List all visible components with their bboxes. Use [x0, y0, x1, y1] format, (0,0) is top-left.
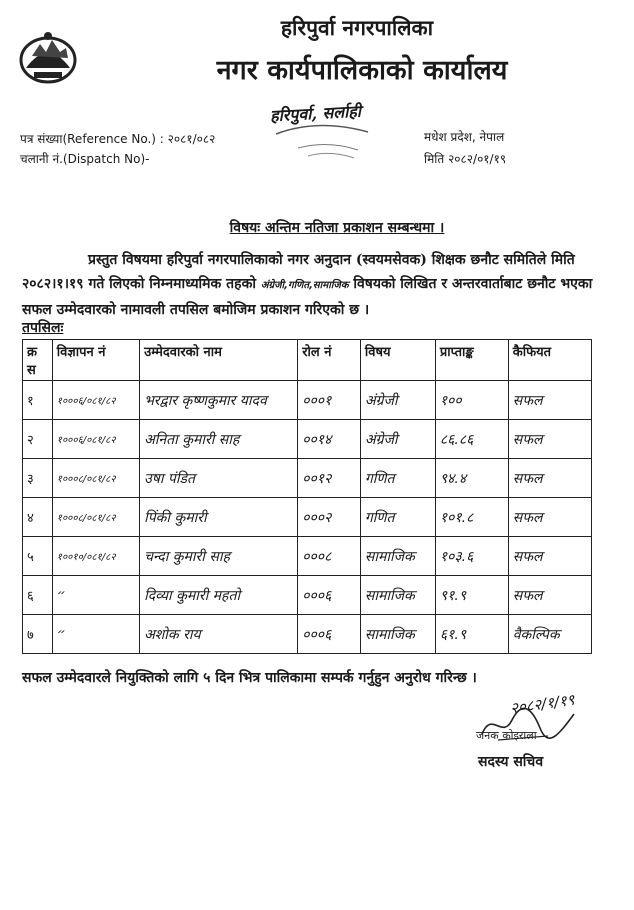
date-line [424, 150, 506, 167]
letter-body [22, 248, 612, 322]
cell-score: १०३.६ [435, 537, 508, 576]
cell-remark: सफल [508, 420, 591, 459]
reference-line [20, 130, 215, 147]
cell-remark: वैकल्पिक [508, 615, 591, 654]
header-roll: रोल नं [298, 340, 361, 381]
cell-subject: सामाजिक [360, 615, 435, 654]
cell-sn: १ [23, 381, 53, 420]
header-name: उम्मेदवारको नाम [140, 340, 298, 381]
cell-subject: सामाजिक [360, 537, 435, 576]
header-subject: विषय [360, 340, 435, 381]
cell-score: ९४.४ [435, 459, 508, 498]
cell-sn: ३ [23, 459, 53, 498]
header-remark: कैफियत [508, 340, 591, 381]
body-part-2: विषयको लिखित र अन्तरवार्ताबाट छनौट भएका सफल उम्मेदवारको नामावली तपसिल बमोजिम प्रकाशन गरिएको छ । [22, 276, 593, 318]
table-row [23, 420, 592, 459]
office-name: नगर कार्यपालिकाको कार्यालय [216, 55, 508, 86]
cell-name: अनिता कुमारी साह [140, 420, 298, 459]
table-row [23, 576, 592, 615]
cell-ad-no: ״ [52, 615, 139, 654]
cell-score: १०० [435, 381, 508, 420]
cell-subject: गणित [360, 459, 435, 498]
cell-subject: सामाजिक [360, 576, 435, 615]
cell-remark: सफल [508, 459, 591, 498]
results-table [22, 339, 592, 654]
signer-designation: सदस्य सचिव [478, 754, 544, 770]
table-row [23, 459, 592, 498]
cell-roll: ००१२ [298, 459, 361, 498]
header-sn: क्र स [23, 340, 53, 381]
cell-subject: गणित [360, 498, 435, 537]
cell-name: अशोक राय [140, 615, 298, 654]
date-label: मिति [424, 152, 445, 166]
table-row [23, 615, 592, 654]
body-handwritten: अंग्रेजी,गणित,सामाजिक [260, 280, 349, 291]
cell-name: दिव्या कुमारी महतो [140, 576, 298, 615]
cell-ad-no: १००१०/०८१/८२ [52, 537, 139, 576]
reference-value: २०८१/०८२ [167, 132, 216, 146]
cell-name: भरद्वार कृष्णकुमार यादव [140, 381, 298, 420]
header-score: प्राप्ताङ्क [435, 340, 508, 381]
table-row [23, 498, 592, 537]
cell-name: उषा पंडित [140, 459, 298, 498]
cell-roll: ०००६ [298, 615, 361, 654]
table-row [23, 537, 592, 576]
cell-score: १०१.८ [435, 498, 508, 537]
cell-ad-no: ״ [52, 576, 139, 615]
municipality-name: हरिपुर्वा नगरपालिका [280, 15, 434, 40]
cell-name: चन्दा कुमारी साह [140, 537, 298, 576]
table-label: तपसिलः [22, 320, 64, 336]
cell-roll: ०००२ [298, 498, 361, 537]
header-ad-no: विज्ञापन नं [52, 340, 139, 381]
body-part-1: प्रस्तुत विषयमा हरिपुर्वा नगरपालिकाको नगर अनुदान (स्वयमसेवक) शिक्षक छनौट समितिले मिति २०८२।१।१९ गते लिएको निम्नमाध्यमिक तहको [22, 252, 575, 292]
cell-sn: ६ [23, 576, 53, 615]
table-header-row [23, 340, 592, 381]
cell-subject: अंग्रेजी [360, 420, 435, 459]
cell-ad-no: १०००८/०८१/८२ [52, 498, 139, 537]
footer-note: सफल उम्मेदवारले नियुक्तिको लागि ५ दिन भित्र पालिकामा सम्पर्क गर्नुहुन अनुरोध गरिन्छ । [22, 670, 477, 686]
dispatch-label: चलानी नं.(Dispatch No)- [20, 152, 150, 166]
cell-remark: सफल [508, 537, 591, 576]
cell-sn: ४ [23, 498, 53, 537]
cell-name: पिंकी कुमारी [140, 498, 298, 537]
reference-label: पत्र संख्या(Reference No.) : [20, 132, 164, 146]
cell-sn: ७ [23, 615, 53, 654]
cell-score: ८६.८६ [435, 420, 508, 459]
date-value: २०८२/०१/१९ [448, 152, 507, 166]
cell-sn: ५ [23, 537, 53, 576]
cell-remark: सफल [508, 498, 591, 537]
cell-subject: अंग्रेजी [360, 381, 435, 420]
cell-roll: ००१४ [298, 420, 361, 459]
signature-date: २०८२/१/१९ [509, 690, 576, 718]
cell-ad-no: १०००६/०८१/८२ [52, 420, 139, 459]
cell-roll: ०००१ [298, 381, 361, 420]
cell-remark: सफल [508, 576, 591, 615]
cell-ad-no: १०००६/०८१/८२ [52, 381, 139, 420]
region-text: मधेश प्रदेश, नेपाल [424, 130, 505, 144]
cell-score: ९१.९ [435, 576, 508, 615]
cell-roll: ०००६ [298, 576, 361, 615]
letter-subject: विषयः अन्तिम नतिजा प्रकाशन सम्बन्धमा । [229, 220, 445, 236]
cell-roll: ०००८ [298, 537, 361, 576]
table-row [23, 381, 592, 420]
cell-ad-no: १०००८/०८१/८२ [52, 459, 139, 498]
signer-name: जनक कोइराला [476, 729, 537, 742]
cell-sn: २ [23, 420, 53, 459]
seal-text: हरिपुर्वा, सर्लाही [269, 101, 362, 126]
cell-score: ६१.९ [435, 615, 508, 654]
cell-remark: सफल [508, 381, 591, 420]
